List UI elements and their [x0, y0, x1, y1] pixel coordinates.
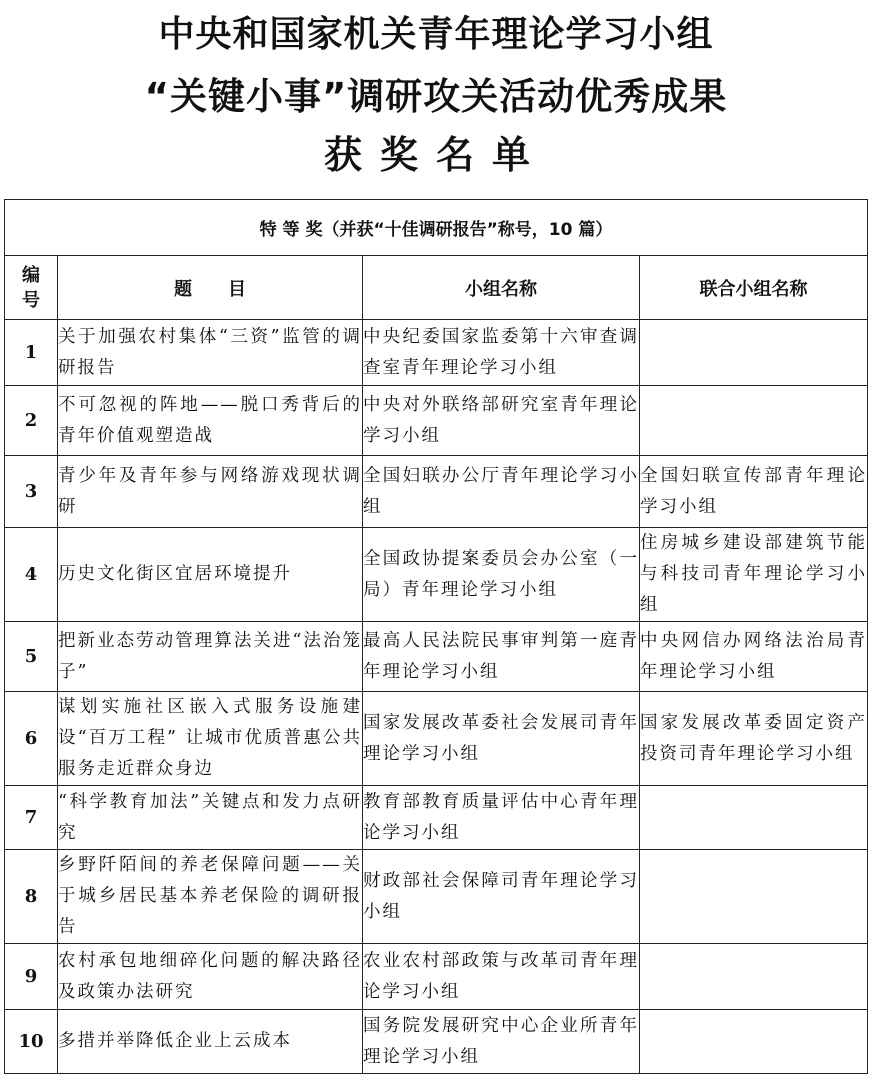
row-number: 2 — [5, 386, 58, 456]
row-topic: 不可忽视的阵地——脱口秀背后的青年价值观塑造战 — [58, 386, 363, 456]
header-number-label: 编号 — [22, 264, 40, 311]
row-joint-group — [640, 850, 868, 944]
header-group: 小组名称 — [363, 256, 640, 320]
row-number: 10 — [5, 1010, 58, 1074]
header-number — [5, 256, 58, 320]
row-topic: 关于加强农村集体“三资”监管的调研报告 — [58, 320, 363, 386]
title-line-3: 获奖名单 — [323, 133, 548, 177]
table-row — [5, 944, 868, 1010]
table-row — [5, 786, 868, 850]
row-joint-group — [640, 1010, 868, 1074]
row-joint-group: 全国妇联宣传部青年理论学习小组 — [640, 456, 868, 528]
header-joint-group: 联合小组名称 — [640, 256, 868, 320]
table-row — [5, 528, 868, 622]
table-row — [5, 456, 868, 528]
row-joint-group — [640, 320, 868, 386]
row-topic: 历史文化街区宜居环境提升 — [58, 528, 363, 622]
row-topic: 谋划实施社区嵌入式服务设施建设“百万工程” 让城市优质普惠公共服务走近群众身边 — [58, 692, 363, 786]
header-row — [5, 256, 868, 320]
row-joint-group — [640, 944, 868, 1010]
header-topic: 题 目 — [58, 256, 363, 320]
awards-table — [4, 199, 868, 1074]
table-caption: 特 等 奖（并获“十佳调研报告”称号，10 篇） — [5, 200, 868, 256]
row-number: 4 — [5, 528, 58, 622]
row-number: 6 — [5, 692, 58, 786]
caption-row — [5, 200, 868, 256]
table-row — [5, 622, 868, 692]
row-joint-group: 中央网信办网络法治局青年理论学习小组 — [640, 622, 868, 692]
row-group: 国务院发展研究中心企业所青年理论学习小组 — [363, 1010, 640, 1074]
row-topic: 农村承包地细碎化问题的解决路径及政策办法研究 — [58, 944, 363, 1010]
row-group: 财政部社会保障司青年理论学习小组 — [363, 850, 640, 944]
row-group: 中央纪委国家监委第十六审查调查室青年理论学习小组 — [363, 320, 640, 386]
row-number: 9 — [5, 944, 58, 1010]
row-group: 教育部教育质量评估中心青年理论学习小组 — [363, 786, 640, 850]
row-topic: 青少年及青年参与网络游戏现状调研 — [58, 456, 363, 528]
row-group: 全国妇联办公厅青年理论学习小组 — [363, 456, 640, 528]
row-number: 8 — [5, 850, 58, 944]
table-row — [5, 1010, 868, 1074]
row-topic: 多措并举降低企业上云成本 — [58, 1010, 363, 1074]
row-joint-group — [640, 386, 868, 456]
row-group: 中央对外联络部研究室青年理论学习小组 — [363, 386, 640, 456]
row-group: 国家发展改革委社会发展司青年理论学习小组 — [363, 692, 640, 786]
row-group: 全国政协提案委员会办公室（一局）青年理论学习小组 — [363, 528, 640, 622]
row-group: 最高人民法院民事审判第一庭青年理论学习小组 — [363, 622, 640, 692]
table-row — [5, 386, 868, 456]
row-topic: 把新业态劳动管理算法关进“法治笼子” — [58, 622, 363, 692]
row-number: 1 — [5, 320, 58, 386]
row-number: 7 — [5, 786, 58, 850]
title-line-1: 中央和国家机关青年理论学习小组 — [158, 14, 714, 55]
row-joint-group — [640, 786, 868, 850]
row-number: 3 — [5, 456, 58, 528]
row-joint-group: 住房城乡建设部建筑节能与科技司青年理论学习小组 — [640, 528, 868, 622]
row-joint-group: 国家发展改革委固定资产投资司青年理论学习小组 — [640, 692, 868, 786]
table-row — [5, 850, 868, 944]
row-number: 5 — [5, 622, 58, 692]
row-group: 农业农村部政策与改革司青年理论学习小组 — [363, 944, 640, 1010]
row-topic: “科学教育加法”关键点和发力点研究 — [58, 786, 363, 850]
row-topic: 乡野阡陌间的养老保障问题——关于城乡居民基本养老保险的调研报告 — [58, 850, 363, 944]
table-row — [5, 692, 868, 786]
table-row — [5, 320, 868, 386]
title-line-2: “关键小事”调研攻关活动优秀成果 — [144, 75, 728, 118]
